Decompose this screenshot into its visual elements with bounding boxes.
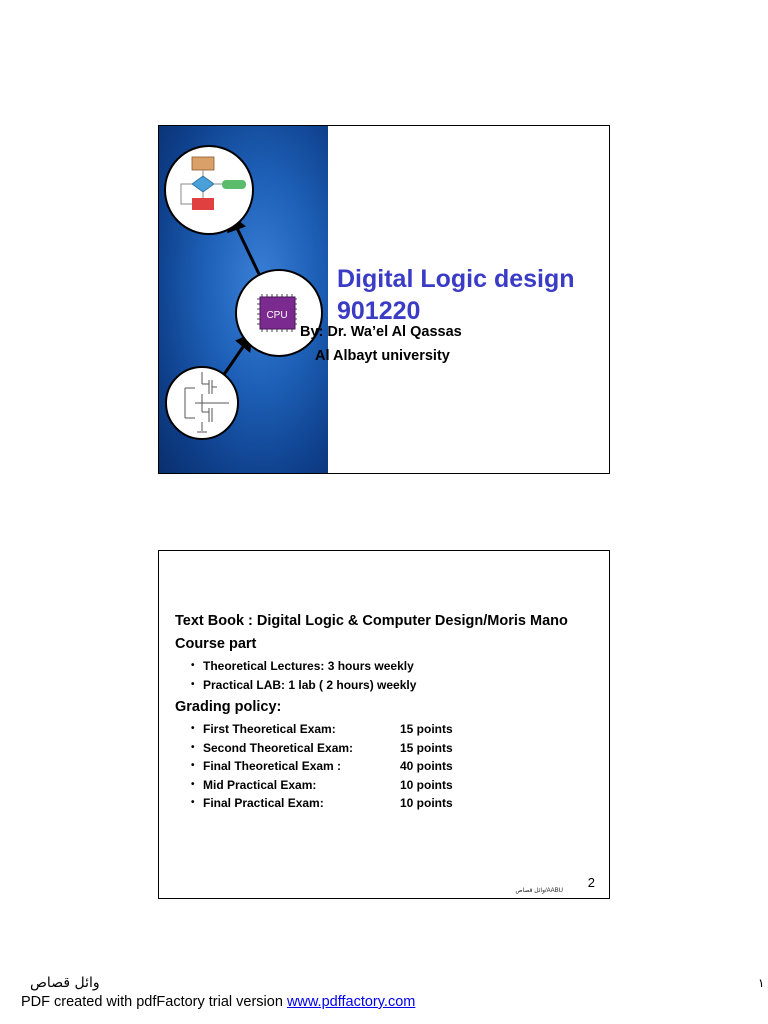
grade-item-points: 10 points xyxy=(400,796,453,810)
author-line: By: Dr. Wa’el Al Qassas xyxy=(300,324,462,340)
abstraction-diagram xyxy=(159,126,328,473)
grade-item-points: 15 points xyxy=(400,740,453,755)
list-item xyxy=(191,776,599,795)
course-part-heading: Course part xyxy=(175,636,257,652)
page-mark: ١ xyxy=(758,976,765,990)
author-arabic-name: وائل قصاص xyxy=(30,975,100,991)
list-item: • Theoretical Lectures: 3 hours weekly xyxy=(191,657,599,676)
grade-item-name: • Final Practical Exam: xyxy=(203,796,324,810)
cpu-chip-icon xyxy=(236,270,322,356)
grade-item-name: • First Theoretical Exam: xyxy=(203,722,336,736)
svg-text:CPU: CPU xyxy=(266,310,288,321)
transistor-circuit-icon xyxy=(166,367,238,439)
slide-page-number: 2 xyxy=(587,875,595,890)
textbook-line: Text Book : Digital Logic & Computer Design/Moris Mano xyxy=(175,613,568,629)
pdffactory-link[interactable]: www.pdffactory.com xyxy=(286,994,416,1010)
slide-footer-text: وائل قصاص/AABU xyxy=(515,888,563,894)
title-slide xyxy=(158,125,610,474)
grade-item-points: 15 points xyxy=(400,722,453,736)
grading-heading: Grading policy: xyxy=(175,699,282,715)
course-part-list xyxy=(175,657,599,694)
blue-diagram-panel xyxy=(159,126,328,473)
list-item xyxy=(191,757,599,776)
grade-item-points: 10 points xyxy=(400,777,453,792)
list-item xyxy=(191,794,599,813)
grade-item-points: 40 points xyxy=(400,759,453,773)
grade-item-name: • Second Theoretical Exam: xyxy=(203,740,354,755)
pdf-credit-text: PDF created with pdfFactory trial version xyxy=(21,994,287,1010)
slide-title: Digital Logic design xyxy=(337,265,575,293)
list-item xyxy=(191,739,599,758)
list-item xyxy=(191,720,599,739)
grading-list xyxy=(175,720,599,813)
pdf-credit xyxy=(21,994,415,1010)
course-info-slide xyxy=(158,550,610,899)
grade-item-name: • Final Theoretical Exam : xyxy=(203,759,342,773)
flowchart-icon xyxy=(165,146,253,234)
course-code: 901220 xyxy=(337,297,421,325)
slide-body xyxy=(175,611,599,815)
university-line: Al Albayt university xyxy=(315,348,450,364)
grade-item-name: • Mid Practical Exam: xyxy=(203,777,317,792)
list-item: • Practical LAB: 1 lab ( 2 hours) weekly xyxy=(191,676,599,695)
